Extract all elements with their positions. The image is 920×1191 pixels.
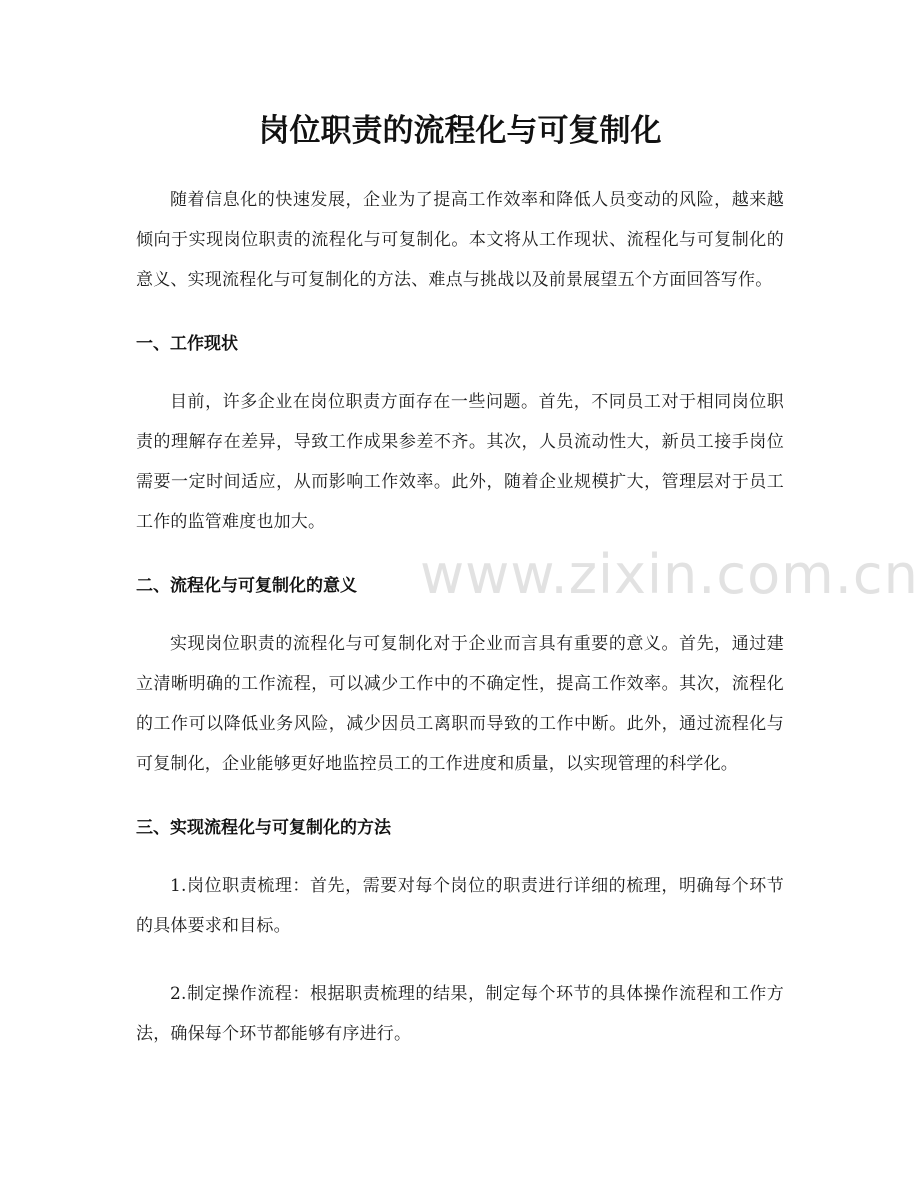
document-body [136,180,784,1082]
section-paragraph: 实现岗位职责的流程化与可复制化对于企业而言具有重要的意义。首先，通过建立清晰明确的工作流程，可以减少工作中的不确定性，提高工作效率。其次，流程化的工作可以降低业务风险，减少因员工离职而导致的工作中断。此外，通过流程化与可复制化，企业能够更好地监控员工的工作进度和质量，以实现管理的科学化。 [136,634,784,774]
intro-paragraph: 随着信息化的快速发展，企业为了提高工作效率和降低人员变动的风险，越来越倾向于实现岗位职责的流程化与可复制化。本文将从工作现状、流程化与可复制化的意义、实现流程化与可复制化的方法、难点与挑战以及前景展望五个方面回答写作。 [136,190,784,290]
watermark: www.zixin.com.cn [420,543,919,606]
section-paragraph: 目前，许多企业在岗位职责方面存在一些问题。首先，不同员工对于相同岗位职责的理解存在差异，导致工作成果参差不齐。其次，人员流动性大，新员工接手岗位需要一定时间适应，从而影响工作效率。此外，随着企业规模扩大，管理层对于员工工作的监管难度也加大。 [136,392,784,532]
list-item-paragraph: 1.岗位职责梳理：首先，需要对每个岗位的职责进行详细的梳理，明确每个环节的具体要求和目标。 [136,876,784,936]
section-heading-significance: 二、流程化与可复制化的意义 [136,576,357,596]
section-heading-work-status: 一、工作现状 [136,334,238,354]
page-title: 岗位职责的流程化与可复制化 [258,113,662,149]
section-heading-methods: 三、实现流程化与可复制化的方法 [136,818,391,838]
list-item-paragraph: 2.制定操作流程：根据职责梳理的结果，制定每个环节的具体操作流程和工作方法，确保每个环节都能够有序进行。 [136,984,784,1044]
